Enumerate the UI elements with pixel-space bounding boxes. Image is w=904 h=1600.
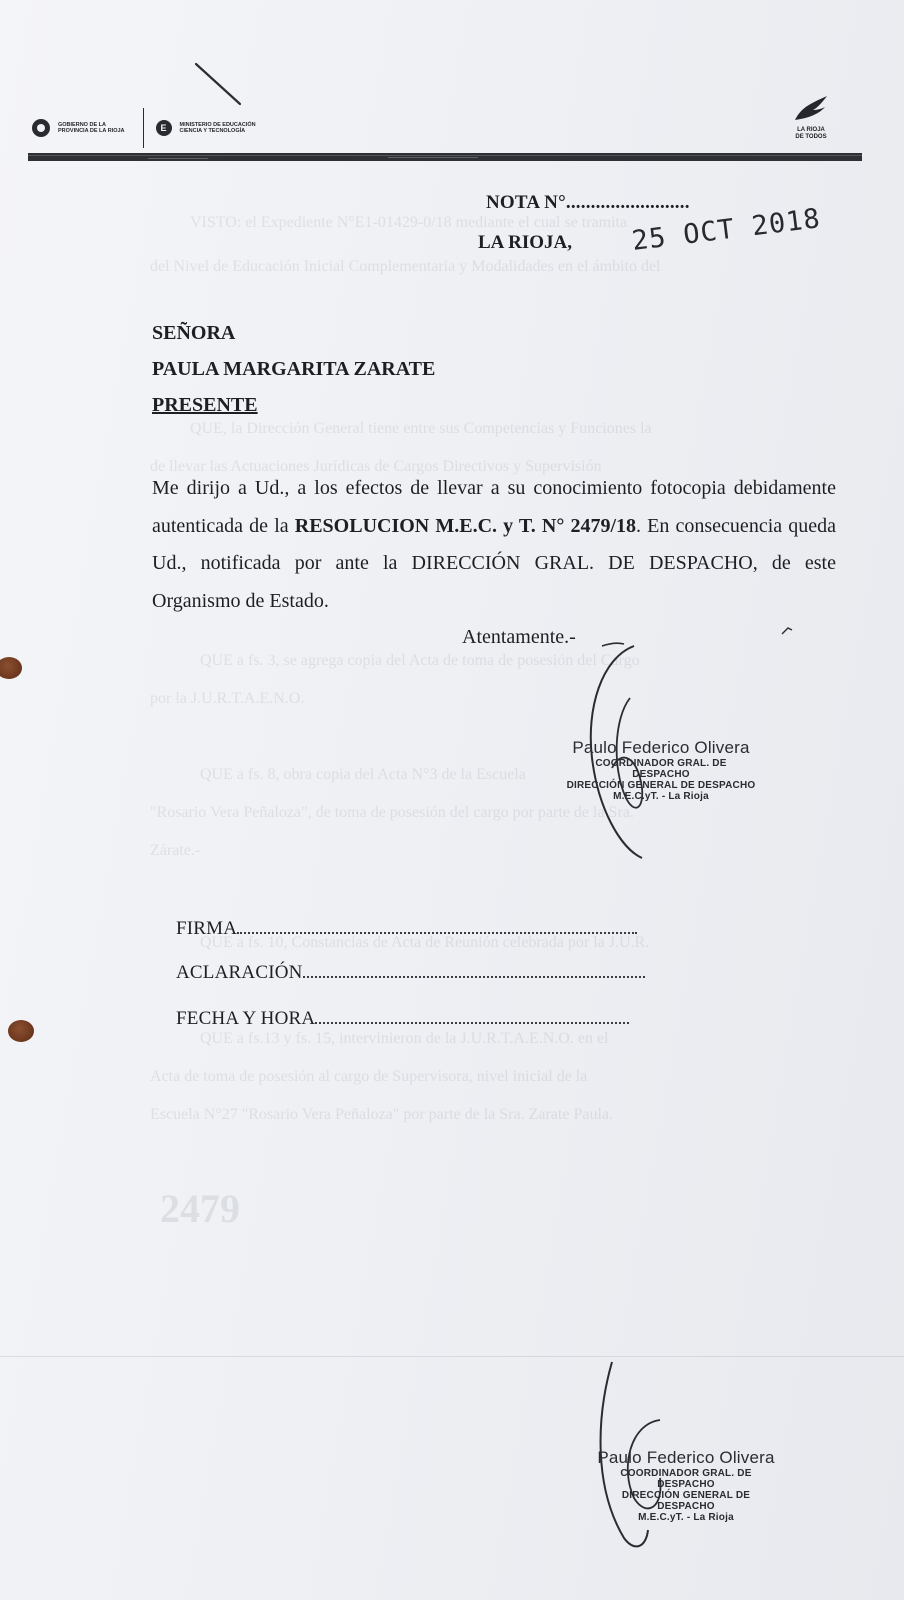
signatory-name-bottom: Paulo Federico Olivera	[597, 1448, 775, 1467]
bleed-through-line: Zárate.-	[150, 842, 201, 859]
bleed-through-line: QUE, la Dirección General tiene entre sus Competencias y Funciones la	[190, 420, 652, 437]
resolution-reference: RESOLUCION M.E.C. y T. N° 2479/18	[294, 514, 637, 537]
fecha-hora-label: FECHA Y HORA	[176, 1008, 316, 1029]
fecha-hora-dotted-line	[315, 1009, 629, 1024]
pen-stroke-mark	[190, 58, 250, 108]
signature-stamp-bottom	[596, 1448, 776, 1523]
place-label: LA RIOJA,	[478, 232, 572, 253]
binder-hole	[0, 657, 22, 679]
nota-number-label: NOTA N°.........................	[486, 192, 690, 213]
bleed-through-line: Escuela N°27 "Rosario Vera Peñaloza" por parte de la Sra. Zarate Paula.	[150, 1106, 613, 1123]
ministry-logo-icon: E	[156, 120, 172, 136]
bleed-through-line: del Nivel de Educación Inicial Complementaria y Modalidades en el ámbito del	[150, 258, 661, 275]
signatory-name: Paulo Federico Olivera	[572, 738, 750, 757]
header-institution	[32, 108, 256, 148]
firma-label: FIRMA	[176, 918, 238, 939]
bleed-through-line: de llevar las Actuaciones Jurídicas de Cargos Directivos y Supervisión	[150, 458, 602, 475]
header-divider	[143, 108, 144, 148]
signatory-ministry: M.E.C.yT. - La Rioja	[613, 791, 709, 802]
government-seal-icon	[32, 119, 50, 137]
signatory-department: DIRECCIÓN GENERAL DE DESPACHO	[566, 780, 756, 791]
body-text-part2: . En consecuencia queda Ud., notificada por ante la DIRECCIÓN GRAL. DE DESPACHO, de este Organismo de Estado.	[152, 514, 837, 612]
addressee-name: PAULA MARGARITA ZARATE	[152, 358, 436, 380]
signature-stamp	[566, 738, 756, 802]
aclaracion-field	[176, 962, 645, 984]
addressee-presente: PRESENTE	[152, 394, 258, 416]
addressee-title: SEÑORA	[152, 322, 236, 344]
bleed-through-line: Acta de toma de posesión al cargo de Supervisora, nivel inicial de la	[150, 1068, 588, 1085]
signatory-department-bottom: DIRECCIÓN GENERAL DE DESPACHO	[621, 1490, 751, 1512]
firma-field	[176, 918, 637, 940]
bleed-through-line: QUE a fs.13 y fs. 15, intervinieron de la J.U.R.T.A.E.N.O. en el	[200, 1030, 609, 1047]
bleed-through-number: 2479	[160, 1186, 240, 1231]
bleed-through-line: QUE a fs. 3, se agrega copia del Acta de toma de posesión del Cargo	[200, 652, 640, 669]
closing-salutation: Atentamente.-	[462, 626, 576, 648]
fold-line	[0, 1356, 904, 1357]
date-stamp: 25 OCT 2018	[630, 203, 823, 257]
firma-dotted-line	[237, 919, 637, 934]
header-bar	[28, 152, 862, 162]
signatory-ministry-bottom: M.E.C.yT. - La Rioja	[638, 1512, 734, 1523]
bleed-through-line: por la J.U.R.T.A.E.N.O.	[150, 690, 305, 707]
la-rioja-logo: LA RIOJA DE TODOS	[788, 94, 834, 140]
signatory-role: COORDINADOR GRAL. DE DESPACHO	[595, 758, 727, 780]
stray-mark	[780, 624, 794, 638]
bleed-through-line: QUE a fs. 8, obra copia del Acta N°3 de la Escuela	[200, 766, 526, 783]
aclaracion-label: ACLARACIÓN	[176, 962, 303, 983]
signatory-role-bottom: COORDINADOR GRAL. DE DESPACHO	[620, 1468, 752, 1490]
fecha-hora-field	[176, 1008, 629, 1030]
bleed-through-line: QUE a fs. 10, Constancias de Acta de Reunión celebrada por la J.U.R.	[200, 934, 650, 951]
government-name: GOBIERNO DE LA PROVINCIA DE LA RIOJA	[58, 121, 125, 134]
bird-logo-icon	[791, 94, 831, 122]
body-text-part1: Me dirijo a Ud., a los efectos de llevar a su conocimiento fotocopia debidamente autenticada de la	[152, 477, 836, 537]
aclaracion-dotted-line	[303, 963, 645, 978]
body-paragraph	[152, 470, 836, 620]
ministry-name: MINISTERIO DE EDUCACIÓN CIENCIA Y TECNOLOGÍA	[179, 121, 256, 134]
bleed-through-line: "Rosario Vera Peñaloza", de toma de posesión del cargo por parte de la Sra.	[150, 804, 634, 821]
bleed-through-line: VISTO: el Expediente N°E1-01429-0/18 mediante el cual se tramita	[190, 214, 628, 231]
binder-hole	[8, 1020, 34, 1042]
